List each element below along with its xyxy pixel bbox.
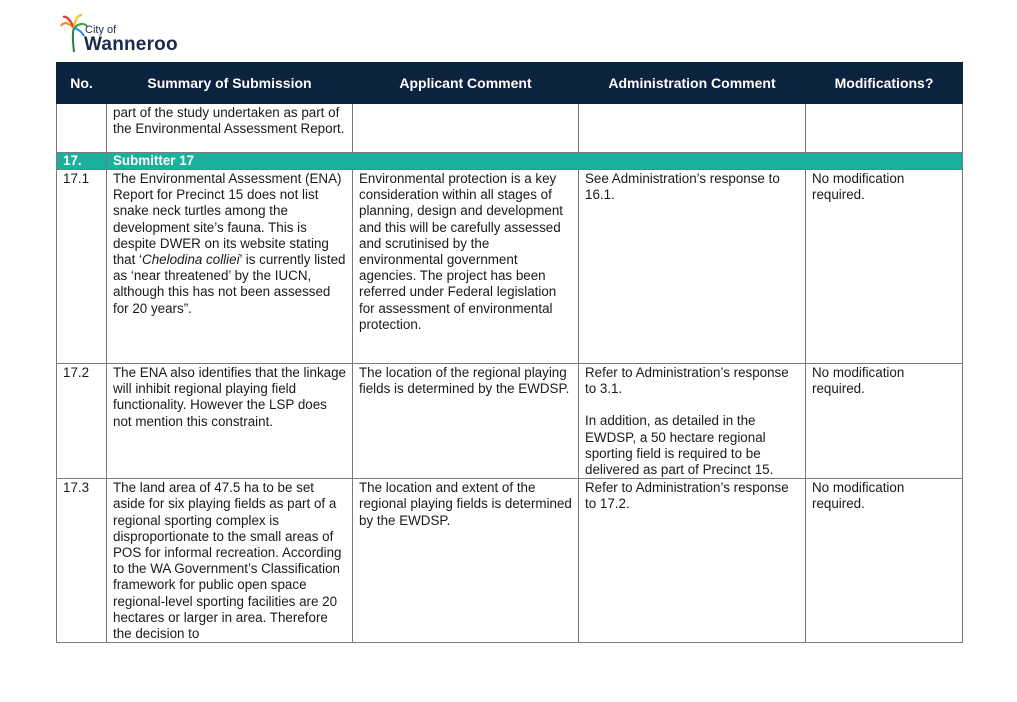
admin-comment-paragraph: In addition, as detailed in the EWDSP, a 50 hectare regional sporting field is required to be delivered as part of Precinct 15. xyxy=(585,413,774,478)
logo-city-text: City of xyxy=(85,24,117,36)
table-row xyxy=(57,364,963,479)
section-title: Submitter 17 xyxy=(107,153,963,170)
cell-applicant xyxy=(353,104,579,153)
cell-summary: The land area of 47.5 ha to be set aside for six playing fields as part of a regional sporting complex is disproportionate to the small areas of POS for informal recreation. According to the WA Government’s Classification framework for public open space regional-level sporting facilities are 20 hectares or larger in area. Therefore the decision to xyxy=(107,479,353,643)
cell-applicant: The location of the regional playing fields is determined by the EWDSP. xyxy=(353,364,579,479)
cell-mods: No modification required. xyxy=(806,170,963,364)
cell-admin xyxy=(579,479,806,643)
section-no: 17. xyxy=(57,153,107,170)
header-administration-comment: Administration Comment xyxy=(579,63,806,104)
cell-admin xyxy=(579,364,806,479)
cell-summary: The ENA also identifies that the linkage will inhibit regional playing field functionality. However the LSP does not mention this constraint. xyxy=(107,364,353,479)
header-modifications: Modifications? xyxy=(806,63,963,104)
submissions-table xyxy=(56,62,963,643)
table-row xyxy=(57,479,963,643)
header-applicant-comment: Applicant Comment xyxy=(353,63,579,104)
city-of-wanneroo-logo xyxy=(60,14,190,60)
table-header-row xyxy=(57,63,963,104)
cell-applicant: The location and extent of the regional playing fields is determined by the EWDSP. xyxy=(353,479,579,643)
cell-mods: No modification required. xyxy=(806,364,963,479)
summary-text-pre: The Environmental Assessment (ENA) Report for Precinct 15 does not list snake neck turtles among the development site’s fauna. This is despite DWER on its website stating that ‘ xyxy=(113,171,342,268)
summary-text-post: ’ is currently listed as ‘near threatened’ by the IUCN, although this has not been assessed for 20 years”. xyxy=(113,252,346,316)
cell-admin xyxy=(579,104,806,153)
table-row-carryover xyxy=(57,104,963,153)
species-name: Chelodina colliei xyxy=(142,252,240,268)
cell-no xyxy=(57,104,107,153)
admin-comment-paragraph: See Administration’s response to 16.1. xyxy=(585,171,780,203)
cell-no: 17.3 xyxy=(57,479,107,643)
table-row xyxy=(57,170,963,364)
cell-no: 17.1 xyxy=(57,170,107,364)
section-row-submitter-17 xyxy=(57,153,963,170)
admin-comment-paragraph: Refer to Administration’s response to 17.2. xyxy=(585,480,789,512)
admin-comment-paragraph: Refer to Administration’s response to 3.1. xyxy=(585,365,789,397)
cell-no: 17.2 xyxy=(57,364,107,479)
cell-summary xyxy=(107,170,353,364)
header-summary: Summary of Submission xyxy=(107,63,353,104)
header-no: No. xyxy=(57,63,107,104)
cell-mods: No modification required. xyxy=(806,479,963,643)
cell-mods xyxy=(806,104,963,153)
cell-admin xyxy=(579,170,806,364)
cell-applicant: Environmental protection is a key consideration within all stages of planning, design and development and this will be carefully assessed and scrutinised by the environmental government agencies. The project has been referred under Federal legislation for assessment of environmental protection. xyxy=(353,170,579,364)
cell-summary: part of the study undertaken as part of the Environmental Assessment Report. xyxy=(107,104,353,153)
logo-name-text: Wanneroo xyxy=(84,34,178,55)
